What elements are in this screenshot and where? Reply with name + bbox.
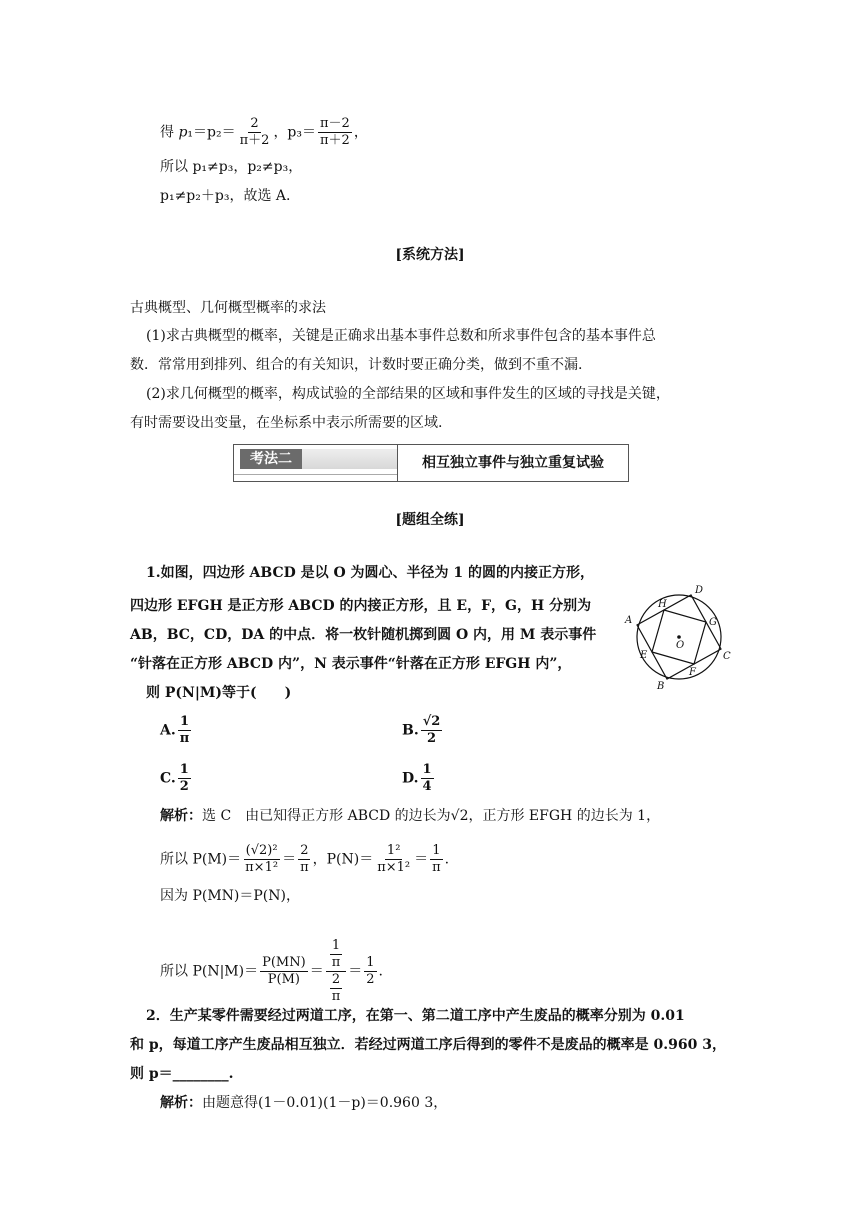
q1-solution-line3: 因为 P(MN)＝P(N)， [160,888,300,904]
fraction [243,843,280,876]
frac-den: π×1² [377,860,411,875]
line-conclusion: p₁≠p₂＋p₃，故选 A. [160,188,291,204]
option-fraction [178,714,192,747]
text: ，P(N)＝ [312,851,374,868]
line-p-values [160,116,368,149]
label-b: B [657,681,665,691]
q2-line1: 2．生产某零件需要经过两道工序，在第一、第二道工序中产生废品的概率分别为 0.01 [146,1008,685,1024]
kaofa-banner [233,444,629,482]
q1-line4: “针落在正方形 ABCD 内”，N 表示事件“针落在正方形 EFGH 内”， [130,656,572,672]
solution-text: 由题意得(1－0.01)(1－p)＝0.960 3， [202,1095,448,1111]
center-dot [677,635,681,639]
q2-line2: 和 p，每道工序产生废品相互独立．若经过两道工序后得到的零件不是废品的概率是 0.960 3， [130,1037,726,1053]
option-a[interactable] [160,714,193,747]
text: ＝ [282,851,297,868]
solution-label: 解析： [160,808,202,824]
q1-line5: 则 P(N|M)等于( ) [146,685,292,701]
frac-num [326,938,347,972]
frac-den: 2 [366,972,375,987]
label-e: E [640,650,648,661]
option-fraction [178,762,191,795]
option-label: C. [160,770,176,787]
frac-den: π＋2 [239,133,270,148]
kaofa-tag: 考法二 [240,449,302,469]
compound-fraction [326,938,347,1005]
q1-line1: 1.如图，四边形 ABCD 是以 O 为圆心、半径为 1 的圆的内接正方形， [146,565,595,581]
label-c: C [723,651,731,662]
fraction [260,955,308,988]
label-g: G [709,617,717,628]
q1-line2: 四边形 EFGH 是正方形 ABCD 的内接正方形，且 E，F，G，H 分别为 [130,598,592,614]
method-para1-line2: 数．常常用到排列、组合的有关知识，计数时要正确分类，做到不重不漏. [130,357,583,373]
text: . [378,963,383,980]
text-eq: ₁＝p₂＝ [187,124,236,141]
fraction [375,843,412,876]
fraction-2-over-pi-plus-2 [238,116,272,149]
option-label: B. [402,722,419,739]
frac-den: 4 [422,779,432,794]
frac-den: π [179,731,190,746]
banner-underline [234,474,397,475]
frac-num: 1² [386,843,401,858]
frac-num: 2 [300,843,309,858]
method-para2-line1: (2)求几何概型的概率，构成试验的全部结果的区域和事件发生的区域的寻找是关键， [146,386,670,402]
option-d[interactable] [402,762,436,795]
frac-den: π [432,860,441,875]
text-mid: ，p₃＝ [273,124,317,141]
text-prefix: 得 [160,124,179,141]
option-fraction [421,714,443,747]
frac-num: 2 [250,116,259,131]
frac-den: π＋2 [320,133,350,148]
frac-num: √2 [422,714,441,729]
fraction [430,843,443,876]
label-f: F [689,667,696,678]
frac-den: π×1² [245,860,279,875]
q2-solution-line1 [160,1093,447,1113]
text: ＝ [309,963,324,980]
q1-solution-line4 [160,938,383,1005]
frac-num: π－2 [320,116,350,131]
frac-den: P(M) [267,972,300,987]
label-d: D [695,585,704,596]
frac-num: 1 [179,714,190,729]
text: 所以 P(N|M)＝ [160,963,259,980]
label-o: O [676,640,685,651]
frac-num: 1 [331,938,341,953]
fraction [364,955,376,988]
fraction [298,843,311,876]
q1-solution-line1 [160,806,660,826]
banner-gradient [302,449,397,469]
p1-symbol: p [178,124,188,141]
option-fraction [421,762,434,795]
inner-fraction [330,972,343,1005]
frac-num: 1 [422,762,432,777]
method-heading: 古典概型、几何概型概率的求法 [130,300,326,316]
section-heading-practice: [题组全练] [395,512,465,528]
frac-num: 1 [366,955,375,970]
method-para1-line1: (1)求古典概型的概率，关键是正确求出基本事件总数和所求事件包含的基本事件总 [146,328,656,344]
line-inequalities: 所以 p₁≠p₃，p₂≠p₃， [160,159,303,175]
frac-num: (√2)² [245,843,278,858]
frac-den: π [300,860,309,875]
q1-line3: AB，BC，CD，DA 的中点．将一枚针随机掷到圆 O 内，用 M 表示事件 [130,627,597,643]
option-label: A. [160,722,176,739]
text: 所以 P(M)＝ [160,851,242,868]
option-b[interactable] [402,714,444,747]
text: . [444,851,450,868]
kaofa-title: 相互独立事件与独立重复试验 [422,455,604,471]
method-para2-line2: 有时需要设出变量，在坐标系中表示所需要的区域. [130,415,443,431]
text: ＝ [414,851,429,868]
frac-den: π [331,989,341,1004]
frac-den: 2 [426,731,437,746]
q2-line3: 则 p＝________. [130,1066,234,1082]
label-a: A [625,615,633,626]
inner-fraction [330,938,343,971]
option-label: D. [402,770,419,787]
frac-num: 1 [432,843,441,858]
text: ＝ [348,963,363,980]
q1-solution-line2 [160,843,449,876]
text-end: ， [353,124,368,141]
solution-label: 解析： [160,1095,202,1111]
frac-num: 1 [179,762,189,777]
fraction-pi-minus-2 [318,116,352,149]
label-h: H [658,599,667,610]
option-c[interactable] [160,762,193,795]
frac-num: P(MN) [262,955,306,970]
frac-den: π [331,955,341,970]
frac-den [326,972,347,1005]
frac-num: 2 [331,972,341,987]
circle-square-figure [622,581,742,691]
section-heading-method: [系统方法] [395,247,465,263]
frac-den: 2 [179,779,189,794]
solution-text: 选 C 由已知得正方形 ABCD 的边长为√2，正方形 EFGH 的边长为 1， [202,808,661,824]
